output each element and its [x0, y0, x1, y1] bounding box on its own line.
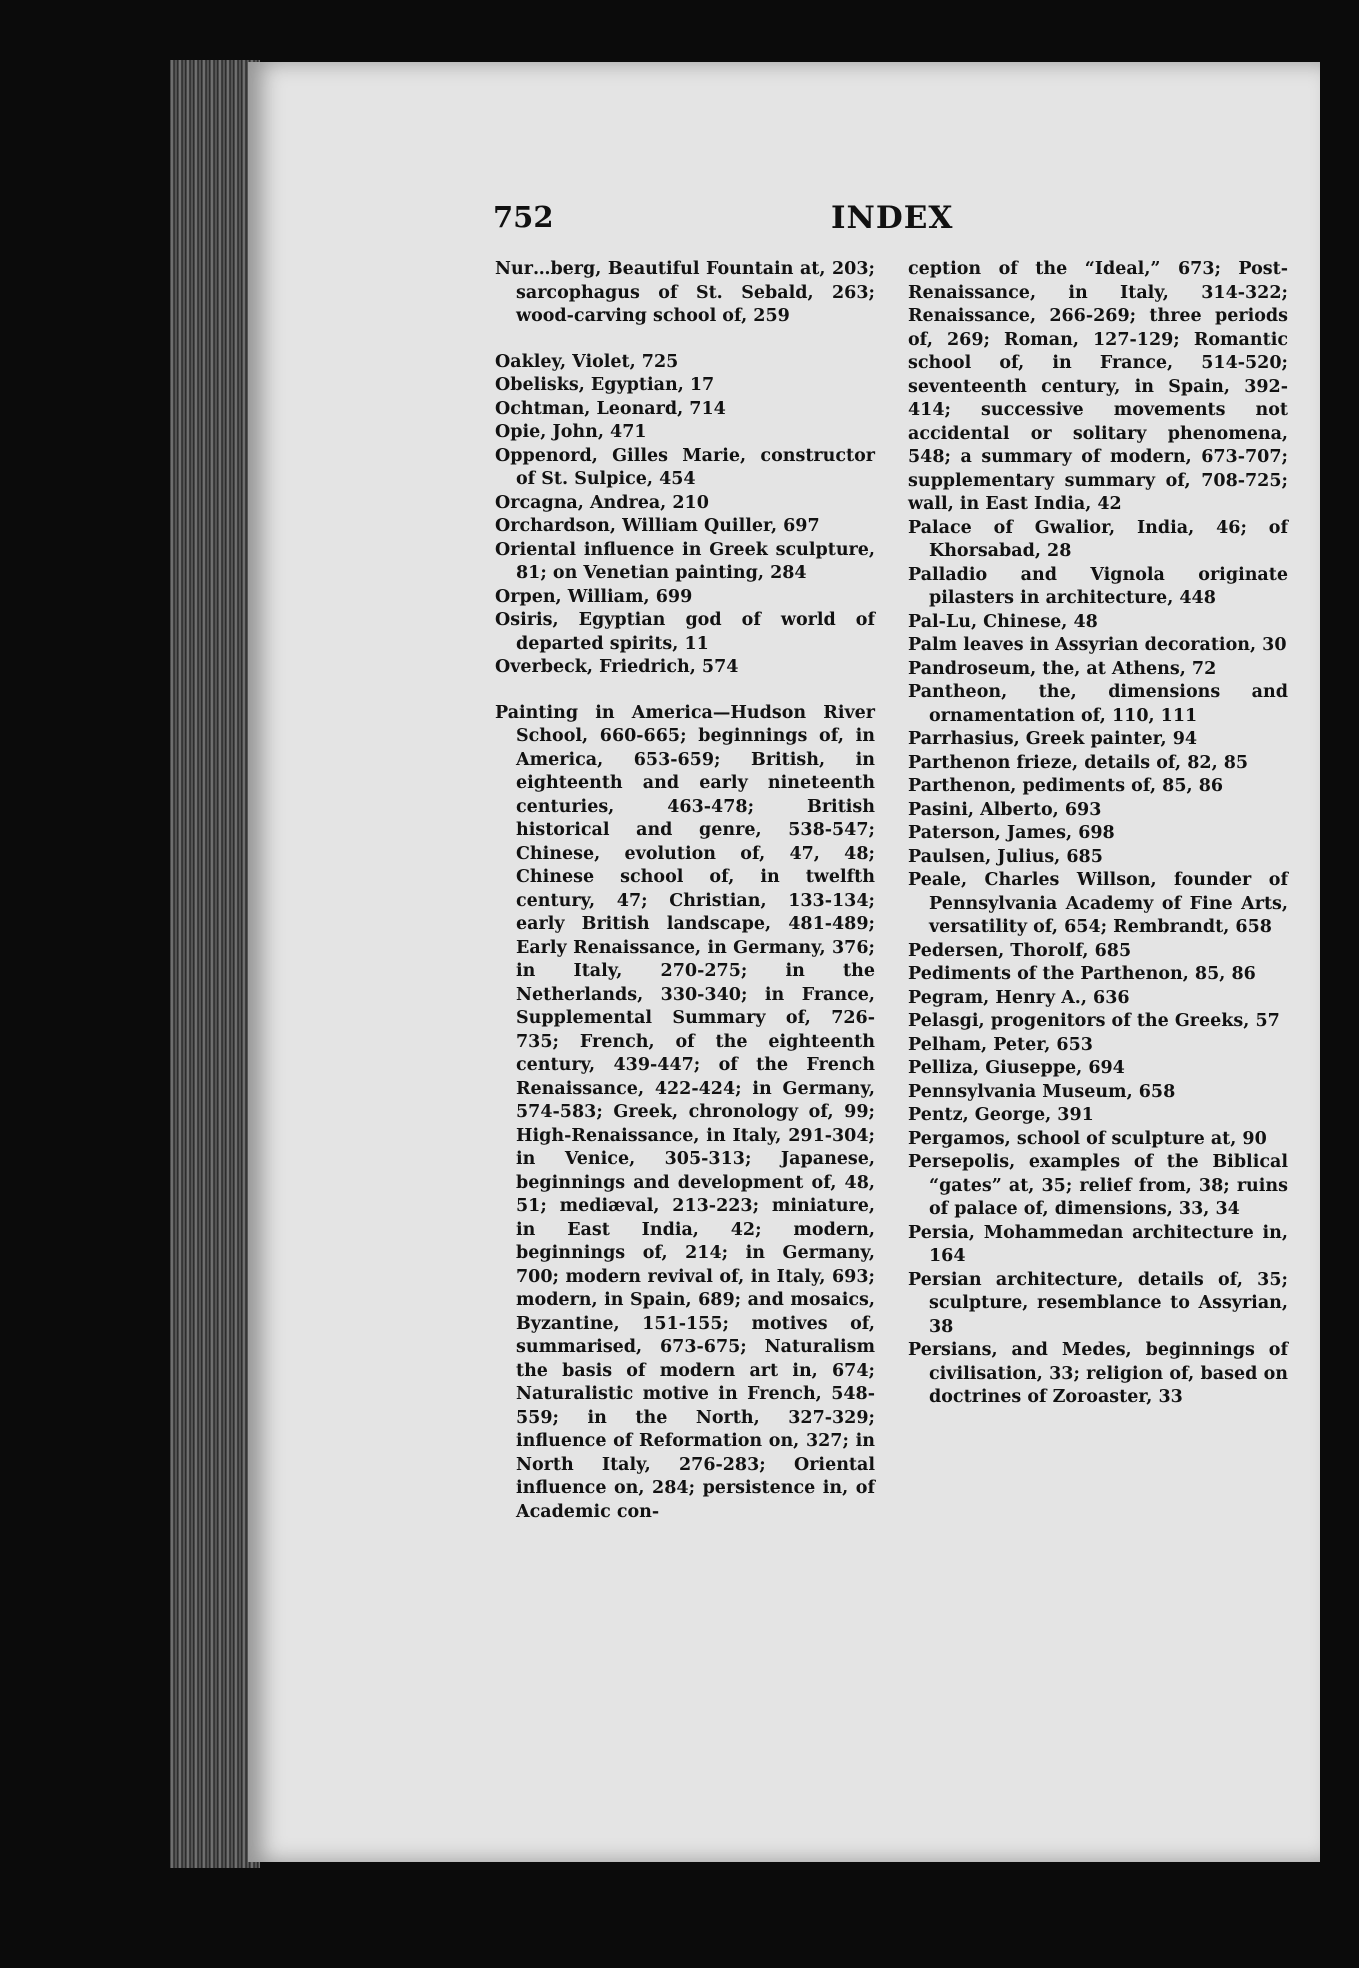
index-column-left: [495, 258, 875, 1524]
index-entry: Pelham, Peter, 653: [908, 1034, 1093, 1055]
index-entry: Palace of Gwalior, India, 46; of Khorsabad, 28: [908, 517, 1288, 561]
index-entry: Palladio and Vignola originate pilasters in architecture, 448: [908, 564, 1288, 608]
index-entry: Painting in America—Hudson River School, 660-665; beginnings of, in America, 653-659; British, in eighteenth and early nineteenth centuries, 463-478; British historical and genre, 538-547; Chinese, evolution of, 47, 48; Chinese school of, in twelfth century, 47; Christian, 133-134; early British landscape, 481-489; Early Renaissance, in Germany, 376; in Italy, 270-275; in the Netherlands, 330-340; in France, Supplemental Summary of, 726-735; French, of the eighteenth century, 439-447; of the French Renaissance, 422-424; in Germany, 574-583; Greek, chronology of, 99; High-Renaissance, in Italy, 291-304; in Venice, 305-313; Japanese, beginnings and development of, 48, 51; mediæval, 213-223; miniature, in East India, 42; modern, beginnings of, 214; in Germany, 700; modern revival of, in Italy, 693; modern, in Spain, 689; and mosaics, Byzantine, 151-155; motives of, summarised, 673-675; Naturalism the basis of modern art in, 674; Naturalistic motive in French, 548-559; in the North, 327-329; influence of Reformation on, 327; in North Italy, 276-283; Oriental influence on, 284; persistence in, of Academic con-: [495, 702, 875, 1522]
index-entry: Pelasgi, progenitors of the Greeks, 57: [908, 1011, 1280, 1031]
index-entry: Persian architecture, details of, 35; sculpture, resemblance to Assyrian, 38: [908, 1269, 1288, 1337]
index-entry: Nur…berg, Beautiful Fountain at, 203; sarcophagus of St. Sebald, 263; wood-carving school of, 259: [495, 259, 875, 326]
index-entry: Pantheon, the, dimensions and ornamentation of, 110, 111: [908, 682, 1288, 726]
index-entry: Orpen, William, 699: [495, 586, 693, 607]
page-header: [248, 200, 1320, 250]
index-entry: Peale, Charles Willson, founder of Pennsylvania Academy of Fine Arts, versatility of, 654; Rembrandt, 658: [908, 870, 1288, 937]
index-entry: Parthenon frieze, details of, 82, 85: [908, 752, 1249, 773]
index-entry: Orcagna, Andrea, 210: [495, 492, 709, 513]
index-column-right: [908, 258, 1288, 1410]
book-spine-edge: [170, 60, 260, 1868]
index-entry: Parthenon, pediments of, 85, 86: [908, 776, 1224, 796]
index-entry: Obelisks, Egyptian, 17: [495, 375, 715, 395]
index-entry: Overbeck, Friedrich, 574: [495, 657, 739, 677]
index-page: [248, 62, 1320, 1862]
index-entry: Paterson, James, 698: [908, 823, 1115, 843]
index-entry: Pandroseum, the, at Athens, 72: [908, 658, 1217, 679]
letter-section-gap: [495, 680, 875, 702]
index-entry: Persia, Mohammedan architecture in, 164: [908, 1222, 1288, 1266]
index-entry: Pegram, Henry A., 636: [908, 987, 1130, 1008]
index-entry: Opie, John, 471: [495, 422, 647, 442]
index-entry: Oriental influence in Greek sculpture, 81; on Venetian painting, 284: [495, 539, 875, 583]
index-entry-continuation: ception of the “Ideal,” 673; Post-Renaissance, in Italy, 314-322; Renaissance, 266-269; three periods of, 269; Roman, 127-129; Romantic school of, in France, 514-520; seventeenth century, in Spain, 392-414; successive movements not accidental or solitary phenomena, 548; a summary of modern, 673-707; supplementary summary of, 708-725; wall, in East India, 42: [908, 259, 1288, 514]
index-entry: Paulsen, Julius, 685: [908, 846, 1103, 867]
index-entry: Oakley, Violet, 725: [495, 351, 679, 372]
index-entry: Parrhasius, Greek painter, 94: [908, 729, 1198, 749]
index-entry: Pedersen, Thorolf, 685: [908, 940, 1132, 961]
index-entry: Palm leaves in Assyrian decoration, 30: [908, 635, 1287, 655]
running-head: INDEX: [831, 200, 954, 236]
index-entry: Pal-Lu, Chinese, 48: [908, 611, 1098, 632]
index-entry: Orchardson, William Quiller, 697: [495, 516, 820, 536]
index-entry: Pergamos, school of sculpture at, 90: [908, 1128, 1267, 1149]
page-number: 752: [493, 200, 554, 234]
index-entry: Ochtman, Leonard, 714: [495, 398, 726, 419]
index-entry: Pasini, Alberto, 693: [908, 799, 1102, 820]
index-entry: Pentz, George, 391: [908, 1105, 1094, 1125]
index-entry: Persepolis, examples of the Biblical “gates” at, 35; relief from, 38; ruins of palace of, dimensions, 33, 34: [908, 1152, 1288, 1219]
index-entry: Pennsylvania Museum, 658: [908, 1081, 1176, 1102]
letter-section-gap: [495, 329, 875, 351]
index-entry: Pediments of the Parthenon, 85, 86: [908, 964, 1256, 984]
index-entry: Pelliza, Giuseppe, 694: [908, 1058, 1125, 1078]
index-entry: Osiris, Egyptian god of world of departed spirits, 11: [495, 610, 875, 654]
index-entry: Persians, and Medes, beginnings of civilisation, 33; religion of, based on doctrines of Zoroaster, 33: [908, 1340, 1288, 1407]
index-entry: Oppenord, Gilles Marie, constructor of St. Sulpice, 454: [495, 445, 875, 489]
